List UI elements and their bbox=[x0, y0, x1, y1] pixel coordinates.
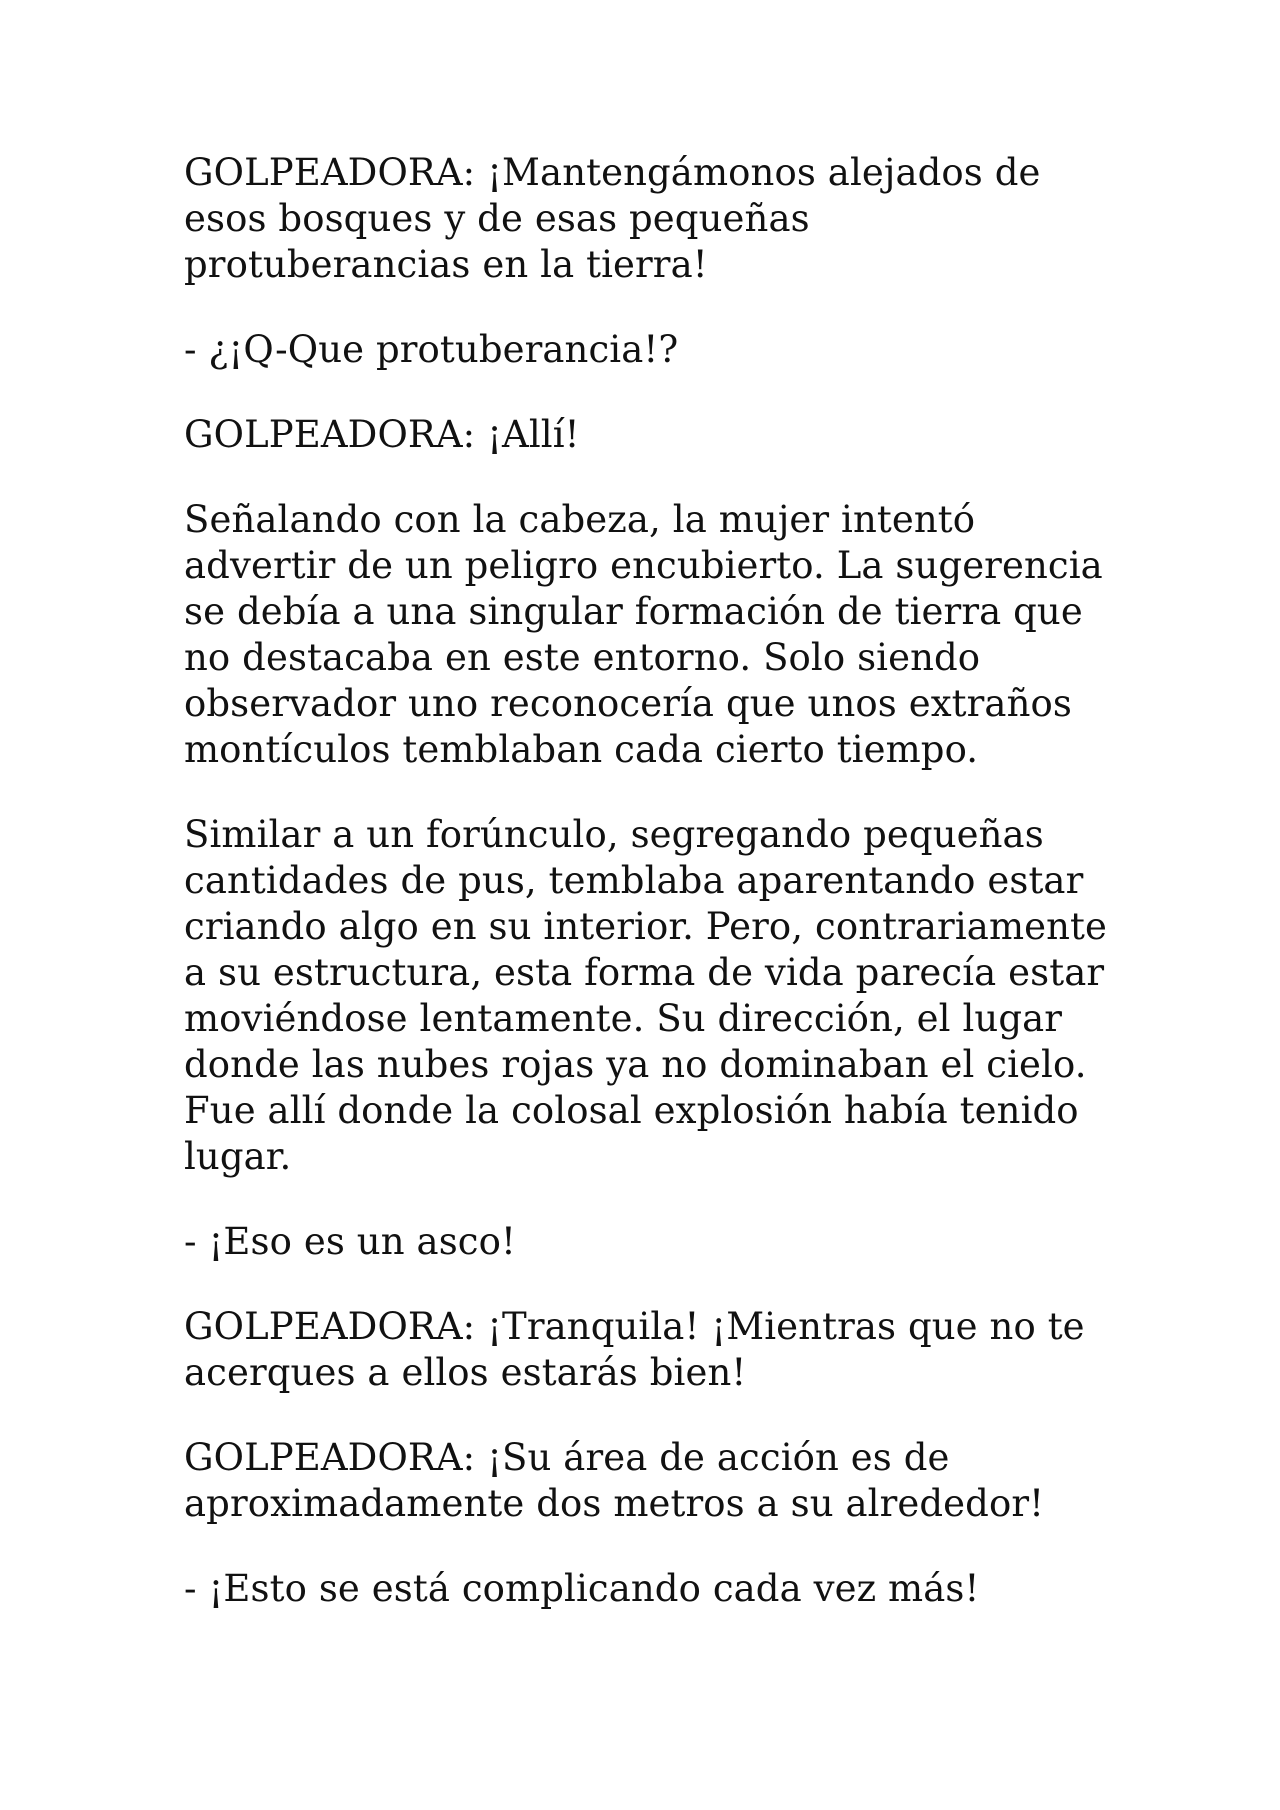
text-line: - ¿¡Q-Que protuberancia!? bbox=[184, 328, 679, 371]
paragraph bbox=[184, 150, 1124, 288]
text-line: GOLPEADORA: ¡Su área de acción es de bbox=[184, 1436, 950, 1479]
paragraph bbox=[184, 327, 1124, 373]
text-line: esos bosques y de esas pequeñas bbox=[184, 197, 810, 240]
text-line: GOLPEADORA: ¡Mantengámonos alejados de bbox=[184, 151, 1041, 194]
text-line: criando algo en su interior. Pero, contrariamente bbox=[184, 905, 1108, 948]
paragraph bbox=[184, 1304, 1124, 1396]
paragraph bbox=[184, 812, 1124, 1180]
text-line: no destacaba en este entorno. Solo siendo bbox=[184, 636, 981, 679]
text-line: protuberancias en la tierra! bbox=[184, 243, 708, 286]
paragraph bbox=[184, 1219, 1124, 1265]
text-line: - ¡Esto se está complicando cada vez más! bbox=[184, 1567, 980, 1610]
text-line: montículos temblaban cada cierto tiempo. bbox=[184, 728, 979, 771]
text-line: acerques a ellos estarás bien! bbox=[184, 1351, 747, 1394]
text-line: Fue allí donde la colosal explosión había tenido bbox=[184, 1089, 1079, 1132]
paragraph bbox=[184, 497, 1124, 773]
paragraph bbox=[184, 1435, 1124, 1527]
paragraph bbox=[184, 412, 1124, 458]
text-line: GOLPEADORA: ¡Tranquila! ¡Mientras que no te bbox=[184, 1305, 1085, 1348]
text-line: cantidades de pus, temblaba aparentando estar bbox=[184, 859, 1084, 902]
text-line: GOLPEADORA: ¡Allí! bbox=[184, 413, 580, 456]
text-line: observador uno reconocería que unos extraños bbox=[184, 682, 1072, 725]
document-body bbox=[184, 150, 1124, 1651]
text-line: - ¡Eso es un asco! bbox=[184, 1220, 516, 1263]
paragraph bbox=[184, 1566, 1124, 1612]
text-line: Señalando con la cabeza, la mujer intentó bbox=[184, 498, 976, 541]
text-line: lugar. bbox=[184, 1135, 292, 1178]
text-line: a su estructura, esta forma de vida parecía estar bbox=[184, 951, 1105, 994]
text-line: moviéndose lentamente. Su dirección, el lugar bbox=[184, 997, 1063, 1040]
text-line: advertir de un peligro encubierto. La sugerencia bbox=[184, 544, 1103, 587]
text-line: aproximadamente dos metros a su alrededor! bbox=[184, 1482, 1045, 1525]
text-line: donde las nubes rojas ya no dominaban el cielo. bbox=[184, 1043, 1087, 1086]
text-line: se debía a una singular formación de tierra que bbox=[184, 590, 1083, 633]
text-line: Similar a un forúnculo, segregando pequeñas bbox=[184, 813, 1044, 856]
